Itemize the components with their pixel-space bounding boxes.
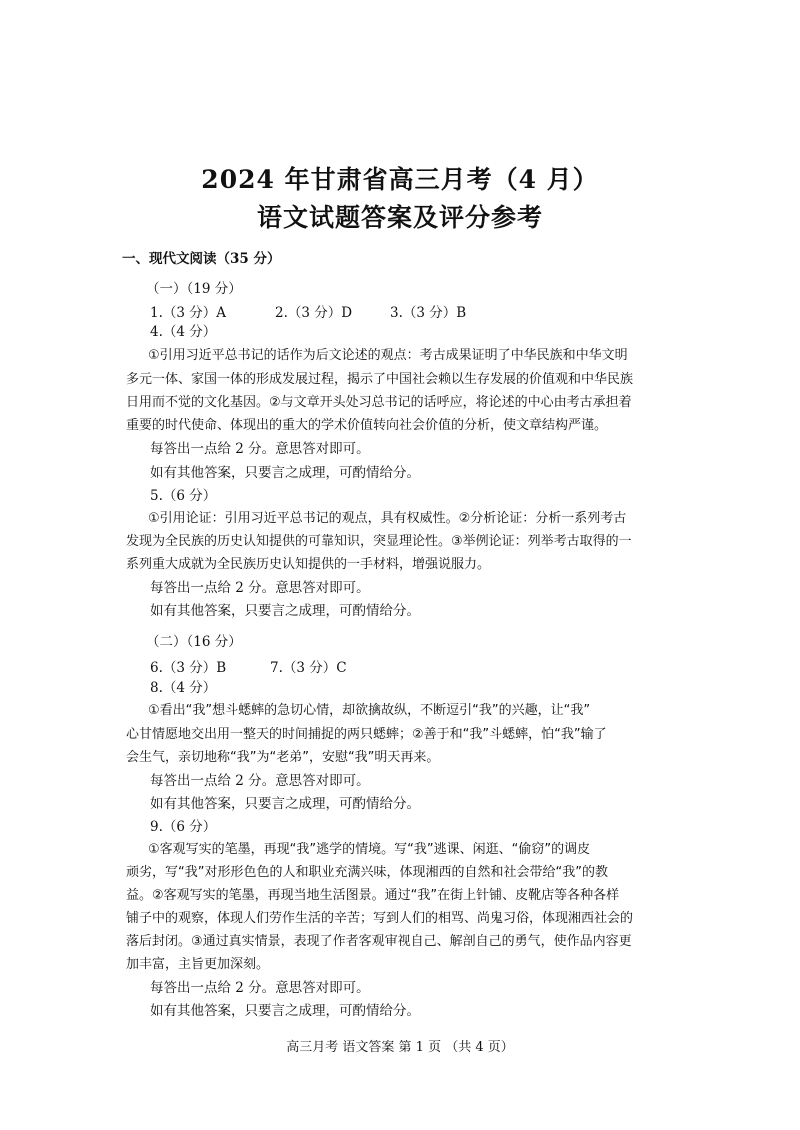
question-label-8: 8.（4 分）: [150, 680, 217, 696]
scoring-rule: 每答出一点给 2 分。意思答对即可。: [150, 580, 370, 596]
answer-line: 心甘情愿地交出用一整天的时间捕捉的两只蟋蟀；②善于和“我”斗蟋蟀，怕“我”输了: [126, 727, 607, 742]
answer-line: 多元一体、家国一体的形成发展过程，揭示了中国社会赖以生存发展的价值观和中华民族: [126, 372, 634, 387]
mc-answer-6: 6.（3 分）B: [150, 660, 227, 676]
section-heading: 一、现代文阅读（35 分）: [122, 251, 281, 267]
question-label-9: 9.（6 分）: [150, 819, 217, 835]
scoring-rule: 如有其他答案，只要言之成理，可酌情给分。: [150, 1003, 420, 1019]
scoring-rule: 每答出一点给 2 分。意思答对即可。: [150, 441, 370, 457]
page-title-line2: 语文试题答案及评分参考: [256, 203, 543, 232]
question-label-5: 5.（6 分）: [150, 488, 217, 504]
answer-line: 顽劣，写“我”对形形色色的人和职业充满兴味，体现湘西的自然和社会带给“我”的教: [126, 865, 608, 880]
answer-line: 重要的时代使命、体现出的重大的学术价值转向社会价值的分析，使文章结构严谨。: [126, 418, 608, 433]
answer-line: 落后封闭。③通过真实情景，表现了作者客观审视自己、解剖自己的勇气，使作品内容更: [126, 934, 632, 949]
answer-line: ①看出“我”想斗蟋蟀的急切心情，却欲擒故纵，不断逗引“我”的兴趣，让“我”: [148, 703, 591, 718]
answer-line: 益。②客观写实的笔墨，再现当地生活图景。通过“我”在街上针铺、皮靴店等各种各样: [126, 888, 620, 903]
part2-heading: （二）（16 分）: [146, 634, 242, 650]
answer-line: 日用而不觉的文化基因。②与文章开头处习总书记的话呼应，将论述的中心由考古承担着: [126, 395, 632, 410]
mc-answer-3: 3.（3 分）B: [390, 305, 467, 321]
scoring-rule: 如有其他答案，只要言之成理，可酌情给分。: [150, 796, 420, 812]
answer-line: 铺子中的观察，体现人们劳作生活的辛苦；写到人们的相骂、尚鬼习俗，体现湘西社会的: [126, 911, 634, 926]
answer-line: 系列重大成就为全民族历史认知提供的一手材料，增强说服力。: [126, 557, 491, 572]
answer-line: 发现为全民族的历史认知提供的可靠知识，突显理论性。③举例论证：列举考古取得的一: [126, 534, 632, 549]
scoring-rule: 如有其他答案，只要言之成理，可酌情给分。: [150, 603, 420, 619]
question-label-4: 4.（4 分）: [150, 324, 217, 340]
answer-line: 会生气，亲切地称“我”为“老弟”，安慰“我”明天再来。: [126, 750, 440, 765]
mc-answer-7: 7.（3 分）C: [270, 660, 347, 676]
answer-line: ①客观写实的笔墨，再现“我”逃学的情境。写“我”逃课、闲逛、“偷窃”的调皮: [148, 842, 591, 857]
scoring-rule: 如有其他答案，只要言之成理，可酌情给分。: [150, 465, 420, 481]
scoring-rule: 每答出一点给 2 分。意思答对即可。: [150, 773, 370, 789]
answer-line: ①引用论证：引用习近平总书记的观点，具有权威性。②分析论证：分析一系列考古: [148, 511, 627, 526]
mc-answer-1: 1.（3 分）A: [150, 305, 227, 321]
page-title-line1: 2024 年甘肃省高三月考（4 月）: [201, 165, 599, 194]
answer-line: 加丰富，主旨更加深刻。: [126, 957, 270, 972]
scoring-rule: 每答出一点给 2 分。意思答对即可。: [150, 980, 370, 996]
part1-heading: （一）（19 分）: [146, 281, 242, 297]
page-footer: 高三月考 语文答案 第 1 页 （共 4 页）: [286, 1040, 514, 1055]
mc-answer-2: 2.（3 分）D: [275, 305, 353, 321]
answer-line: ①引用习近平总书记的话作为后文论述的观点：考古成果证明了中华民族和中华文明: [148, 348, 628, 363]
